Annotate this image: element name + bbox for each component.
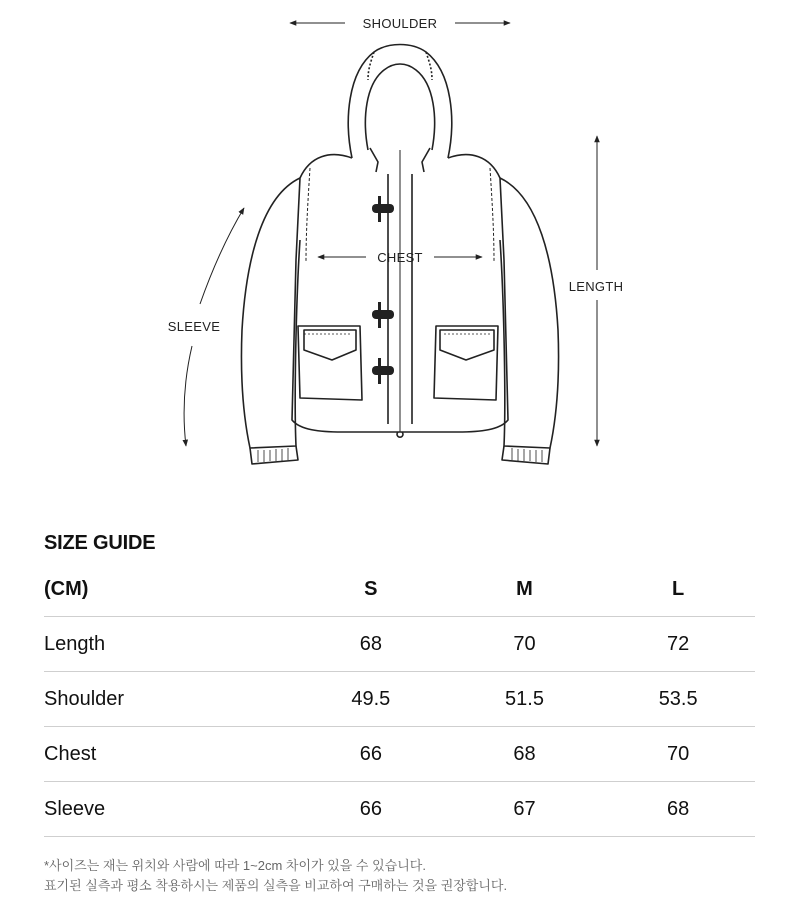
note-line-2: 표기된 실측과 평소 착용하시는 제품의 실측을 비교하여 구매하는 것을 권장합니다. (44, 878, 508, 893)
table-row (44, 617, 755, 672)
cell-length-l: 72 (601, 617, 755, 672)
size-notes (44, 856, 507, 896)
sleeve-label: SLEEVE (167, 319, 221, 334)
size-guide-title: SIZE GUIDE (44, 532, 156, 554)
note-line-1: *사이즈는 재는 위치와 사람에 따라 1~2cm 차이가 있을 수 있습니다. (44, 858, 426, 873)
size-header-l: L (601, 562, 755, 617)
cell-chest-l: 70 (601, 727, 755, 782)
cell-sleeve-s: 66 (294, 782, 448, 837)
sleeve-arrow-up (200, 208, 244, 304)
row-label-shoulder: Shoulder (44, 672, 294, 727)
cell-shoulder-m: 51.5 (448, 672, 602, 727)
size-table (44, 562, 755, 837)
toggle-buttons (372, 196, 394, 384)
length-label: LENGTH (568, 279, 624, 294)
row-label-sleeve: Sleeve (44, 782, 294, 837)
cell-chest-m: 68 (448, 727, 602, 782)
cell-length-s: 68 (294, 617, 448, 672)
shoulder-label: SHOULDER (362, 16, 438, 31)
row-label-chest: Chest (44, 727, 294, 782)
cell-length-m: 70 (448, 617, 602, 672)
table-row (44, 727, 755, 782)
cell-shoulder-s: 49.5 (294, 672, 448, 727)
table-row (44, 782, 755, 837)
chest-label: CHEST (377, 250, 423, 265)
size-table-header-row (44, 562, 755, 617)
cell-shoulder-l: 53.5 (601, 672, 755, 727)
table-row (44, 672, 755, 727)
sleeve-arrow-down (184, 346, 192, 446)
unit-header: (CM) (44, 562, 294, 617)
cell-sleeve-l: 68 (601, 782, 755, 837)
size-header-m: M (448, 562, 602, 617)
row-label-length: Length (44, 617, 294, 672)
size-header-s: S (294, 562, 448, 617)
cell-chest-s: 66 (294, 727, 448, 782)
cell-sleeve-m: 67 (448, 782, 602, 837)
